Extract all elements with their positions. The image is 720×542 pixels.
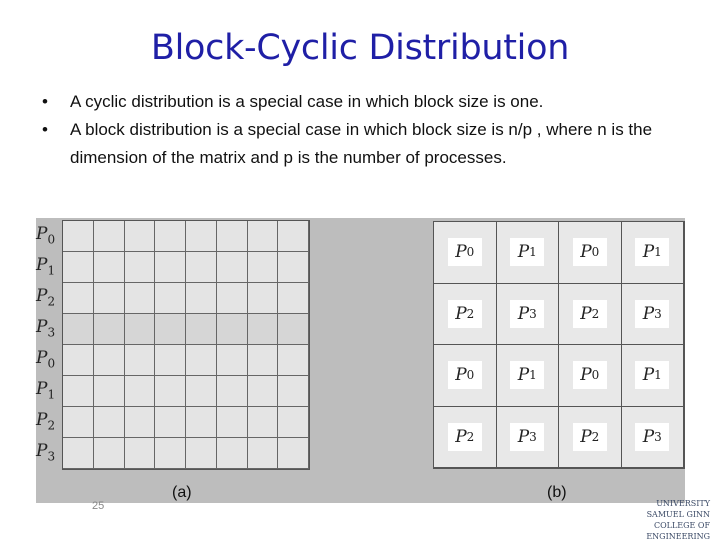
bullet-item <box>40 116 680 172</box>
matrix-cell <box>278 252 309 283</box>
process-block <box>559 345 622 407</box>
process-block <box>497 284 560 346</box>
matrix-cell <box>217 376 248 407</box>
page-number: 25 <box>92 500 105 512</box>
process-label: P 1 <box>510 361 544 389</box>
row-label: $P_3$ <box>36 317 56 340</box>
process-label: P 1 <box>635 238 669 266</box>
matrix-cell <box>94 252 125 283</box>
matrix-cell <box>217 438 248 469</box>
matrix-cell <box>125 376 156 407</box>
matrix-cell <box>217 345 248 376</box>
matrix-cell <box>186 252 217 283</box>
matrix-cell <box>63 252 94 283</box>
slide-title: Block-Cyclic Distribution <box>150 28 570 68</box>
matrix-cell <box>217 314 248 345</box>
matrix-cell <box>186 376 217 407</box>
process-block <box>622 284 685 346</box>
university-logo <box>610 498 710 541</box>
matrix-grid-b <box>433 221 685 469</box>
matrix-cell <box>63 314 94 345</box>
logo-line: COLLEGE OF ENGINEERING <box>646 521 710 541</box>
matrix-cell <box>125 314 156 345</box>
matrix-cell <box>63 407 94 438</box>
process-label: P 0 <box>573 361 607 389</box>
matrix-cell <box>94 314 125 345</box>
matrix-cell <box>248 345 279 376</box>
bullet-item <box>40 88 680 116</box>
matrix-cell <box>125 407 156 438</box>
bullet-text: A cyclic distribution is a special case in which block size is one. <box>70 92 544 111</box>
matrix-cell <box>217 252 248 283</box>
process-label: P 3 <box>635 300 669 328</box>
matrix-cell <box>278 376 309 407</box>
process-block <box>434 284 497 346</box>
row-label: $P_3$ <box>36 441 56 464</box>
matrix-cell <box>94 345 125 376</box>
matrix-cell <box>94 221 125 252</box>
matrix-cell <box>125 345 156 376</box>
matrix-cell <box>248 283 279 314</box>
matrix-cell <box>63 283 94 314</box>
matrix-cell <box>155 252 186 283</box>
matrix-cell <box>94 283 125 314</box>
matrix-cell <box>186 283 217 314</box>
matrix-cell <box>278 283 309 314</box>
matrix-cell <box>248 314 279 345</box>
matrix-cell <box>94 407 125 438</box>
matrix-cell <box>155 438 186 469</box>
matrix-cell <box>248 407 279 438</box>
process-label: P 2 <box>573 423 607 451</box>
process-label: P 1 <box>510 238 544 266</box>
process-block <box>622 345 685 407</box>
process-block <box>622 222 685 284</box>
process-label: P 0 <box>448 238 482 266</box>
matrix-cell <box>63 438 94 469</box>
process-label: P 3 <box>510 423 544 451</box>
matrix-cell <box>186 438 217 469</box>
matrix-cell <box>278 345 309 376</box>
matrix-cell <box>94 376 125 407</box>
matrix-cell <box>125 252 156 283</box>
process-block <box>559 222 622 284</box>
matrix-cell <box>186 314 217 345</box>
matrix-cell <box>217 407 248 438</box>
matrix-cell <box>248 221 279 252</box>
matrix-cell <box>63 221 94 252</box>
bullet-dot-icon: • <box>42 120 48 139</box>
process-label: P 0 <box>448 361 482 389</box>
process-block <box>497 345 560 407</box>
matrix-cell <box>248 376 279 407</box>
process-label: P 0 <box>573 238 607 266</box>
matrix-cell <box>155 345 186 376</box>
process-label: P 2 <box>448 423 482 451</box>
process-block <box>497 222 560 284</box>
matrix-cell <box>278 221 309 252</box>
matrix-cell <box>278 438 309 469</box>
matrix-cell <box>125 283 156 314</box>
matrix-cell <box>63 345 94 376</box>
process-block <box>434 222 497 284</box>
matrix-cell <box>186 407 217 438</box>
matrix-cell <box>125 438 156 469</box>
bullet-list <box>40 88 680 172</box>
matrix-cell <box>155 376 186 407</box>
logo-line: SAMUEL GINN <box>646 510 710 519</box>
caption-a: (a) <box>172 484 192 501</box>
matrix-cell <box>278 314 309 345</box>
process-block <box>497 407 560 469</box>
bullet-dot-icon: • <box>42 92 48 111</box>
row-label: $P_0$ <box>36 224 56 247</box>
matrix-cell <box>155 407 186 438</box>
matrix-cell <box>217 221 248 252</box>
bullet-text: A block distribution is a special case in which block size is n/p , where n is the dimension of the matrix and p is the number of processes. <box>70 120 653 167</box>
process-block <box>559 407 622 469</box>
caption-b: (b) <box>547 484 567 501</box>
process-block <box>559 284 622 346</box>
row-label: $P_1$ <box>36 255 56 278</box>
matrix-cell <box>94 438 125 469</box>
process-label: P 2 <box>448 300 482 328</box>
row-label: $P_1$ <box>36 379 56 402</box>
row-label: $P_0$ <box>36 348 56 371</box>
matrix-cell <box>63 376 94 407</box>
logo-line: UNIVERSITY <box>656 499 710 508</box>
matrix-cell <box>278 407 309 438</box>
matrix-cell <box>248 252 279 283</box>
matrix-cell <box>125 221 156 252</box>
matrix-grid-a <box>62 220 310 470</box>
process-label: P 3 <box>635 423 669 451</box>
process-block <box>434 407 497 469</box>
matrix-cell <box>248 438 279 469</box>
matrix-cell <box>155 221 186 252</box>
matrix-cell <box>155 314 186 345</box>
row-label: $P_2$ <box>36 286 56 309</box>
process-label: P 3 <box>510 300 544 328</box>
process-block <box>434 345 497 407</box>
process-label: P 1 <box>635 361 669 389</box>
matrix-cell <box>186 221 217 252</box>
process-label: P 2 <box>573 300 607 328</box>
matrix-cell <box>217 283 248 314</box>
process-block <box>622 407 685 469</box>
matrix-cell <box>186 345 217 376</box>
matrix-cell <box>155 283 186 314</box>
row-label: $P_2$ <box>36 410 56 433</box>
